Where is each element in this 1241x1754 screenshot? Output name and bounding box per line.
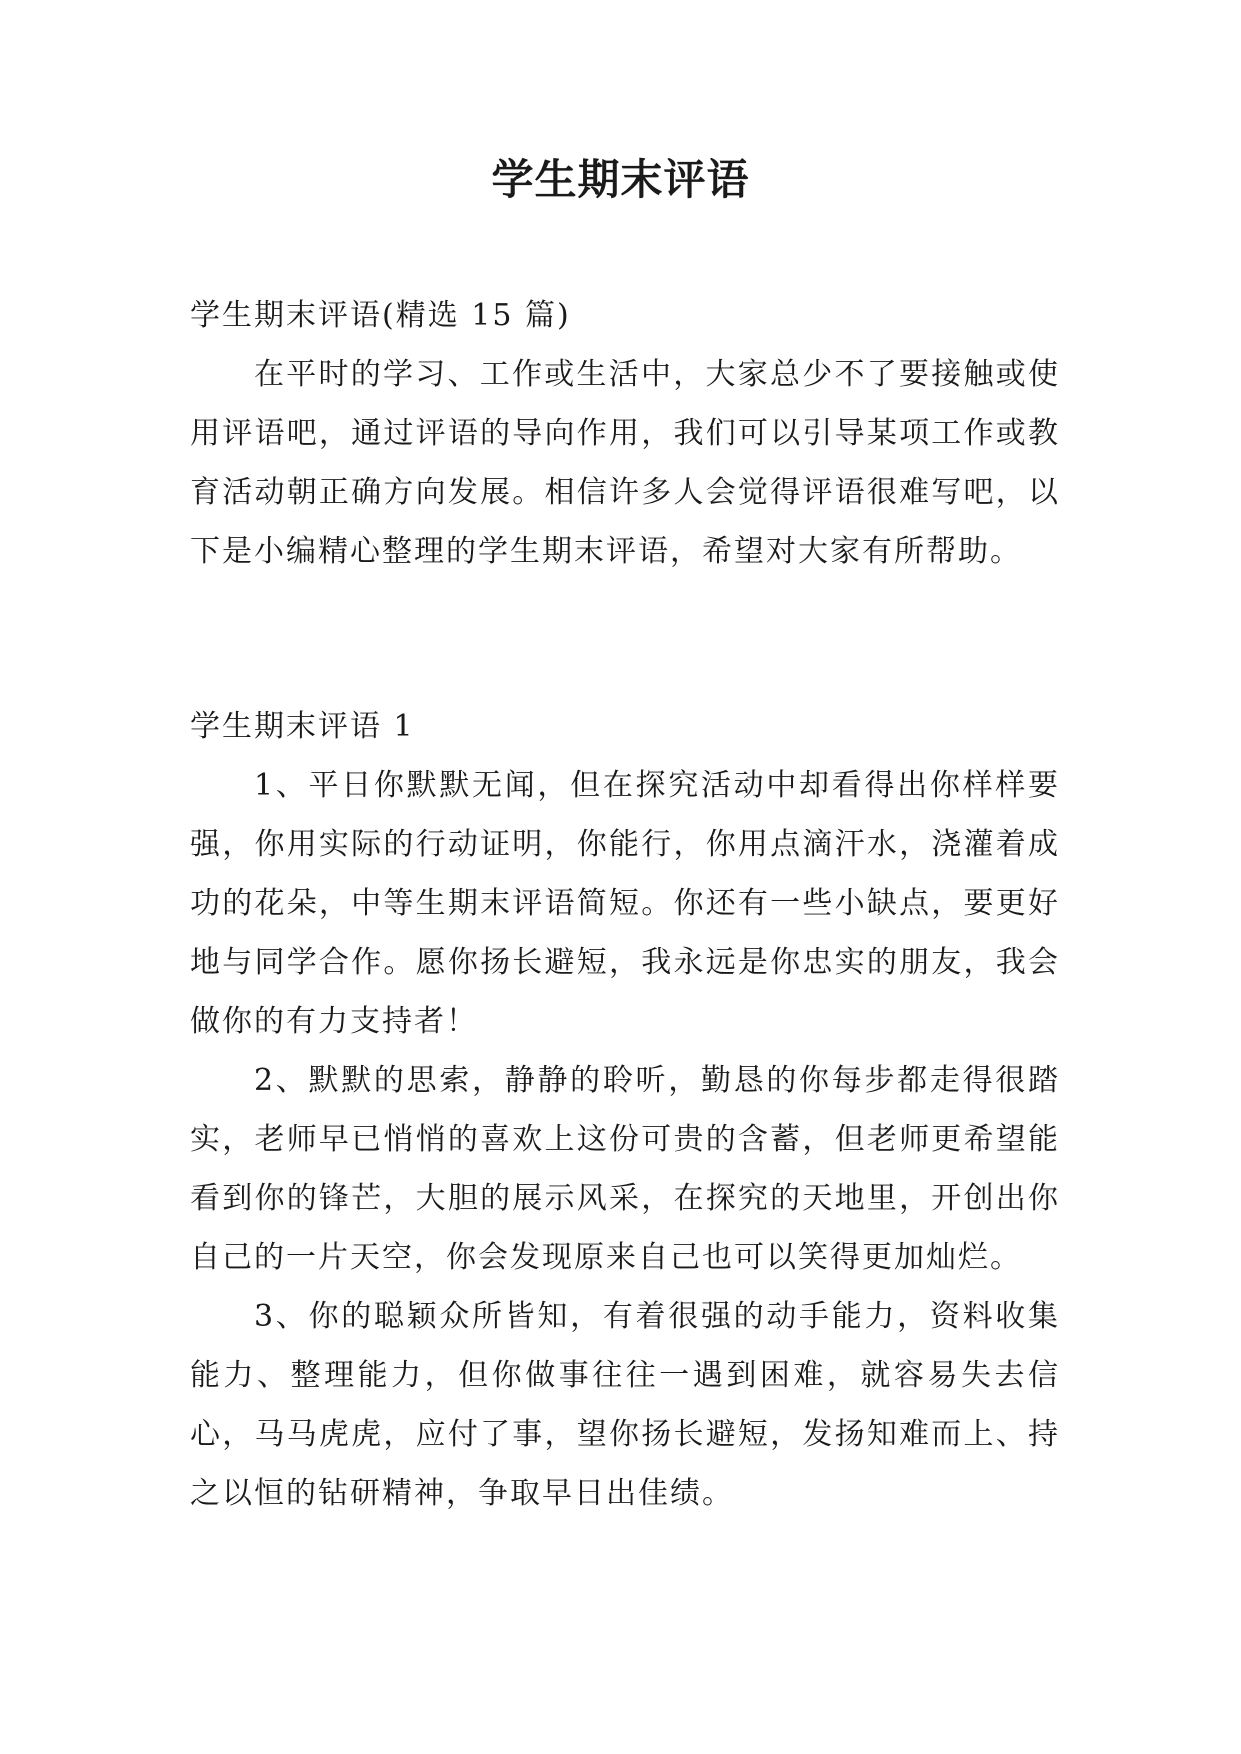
intro-paragraph: 在平时的学习、工作或生活中，大家总少不了要接触或使用评语吧，通过评语的导向作用，我们可以引导某项工作或教育活动朝正确方向发展。相信许多人会觉得评语很难写吧，以下是小编精心整理的学生期末评语，希望对大家有所帮助。 [190,357,1060,569]
comment-item-2: 2、默默的思索，静静的聆听，勤恳的你每步都走得很踏实，老师早已悄悄的喜欢上这份可贵的含蓄，但老师更希望能看到你的锋芒，大胆的展示风采，在探究的天地里，开创出你自己的一片天空，你会发现原来自己也可以笑得更加灿烂。 [190,1063,1060,1275]
intro-block [190,286,1060,581]
section-1-block [190,697,1060,1523]
comment-item-3: 3、你的聪颖众所皆知，有着很强的动手能力，资料收集能力、整理能力，但你做事往往一遇到困难，就容易失去信心，马马虎虎，应付了事，望你扬长避短，发扬知难而上、持之以恒的钻研精神，争取早日出佳绩。 [190,1299,1060,1511]
section-1-heading: 学生期末评语 1 [190,709,415,744]
document-heading: 学生期末评语(精选 15 篇) [190,298,571,333]
comment-item-1: 1、平日你默默无闻，但在探究活动中却看得出你样样要强，你用实际的行动证明，你能行，你用点滴汗水，浇灌着成功的花朵，中等生期末评语简短。你还有一些小缺点，要更好地与同学合作。愿你扬长避短，我永远是你忠实的朋友，我会做你的有力支持者！ [190,768,1060,1039]
document-title: 学生期末评语 [491,155,750,204]
